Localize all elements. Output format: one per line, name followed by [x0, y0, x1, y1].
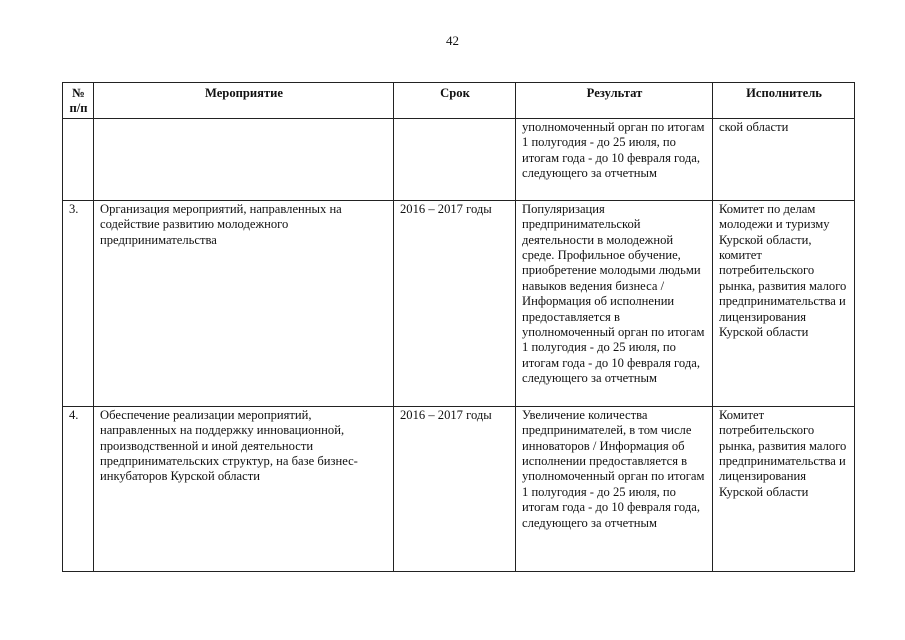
header-term: Срок — [394, 83, 516, 119]
row-event: Организация мероприятий, направленных на содействие развитию молодежного предпринимательства — [94, 200, 394, 406]
row-number: 3. — [63, 200, 94, 406]
table-row — [63, 118, 855, 200]
row-term — [394, 118, 516, 200]
row-executor: ской области — [713, 118, 855, 200]
row-executor: Комитет потребительского рынка, развития малого предпринимательства и лицензирования Курской области — [713, 406, 855, 571]
header-executor: Исполнитель — [713, 83, 855, 119]
row-result: Популяризация предпринимательской деятельности в молодежной среде. Профильное обучение, приобретение молодыми людьми навыков ведения бизнеса / Информация об исполнении предоставляется в уполномоченный орган по итогам 1 полугодия - до 25 июля, по итогам года - до 10 февраля года, следующего за отчетным — [516, 200, 713, 406]
page-number: 42 — [446, 33, 459, 48]
row-event: Обеспечение реализации мероприятий, направленных на поддержку инновационной, производственной и иной деятельности предпринимательских структур, на базе бизнес-инкубаторов Курской области — [94, 406, 394, 571]
table-row — [63, 200, 855, 406]
table-row — [63, 406, 855, 571]
table-header-row — [63, 83, 855, 119]
row-event — [94, 118, 394, 200]
row-result: Увеличение количества предпринимателей, в том числе инноваторов / Информация об исполнении предоставляется в уполномоченный орган по итогам 1 полугодия - до 25 июля, по итогам года - до 10 февраля года, следующего за отчетным — [516, 406, 713, 571]
header-result: Результат — [516, 83, 713, 119]
row-executor: Комитет по делам молодежи и туризму Курской области, комитет потребительского рынка, развития малого предпринимательства и лицензирования Курской области — [713, 200, 855, 406]
header-event: Мероприятие — [94, 83, 394, 119]
row-result: уполномоченный орган по итогам 1 полугодия - до 25 июля, по итогам года - до 10 февраля года, следующего за отчетным — [516, 118, 713, 200]
row-term: 2016 – 2017 годы — [394, 406, 516, 571]
row-number — [63, 118, 94, 200]
row-term: 2016 – 2017 годы — [394, 200, 516, 406]
row-number: 4. — [63, 406, 94, 571]
header-number: № п/п — [63, 83, 94, 119]
activities-table — [62, 82, 855, 572]
